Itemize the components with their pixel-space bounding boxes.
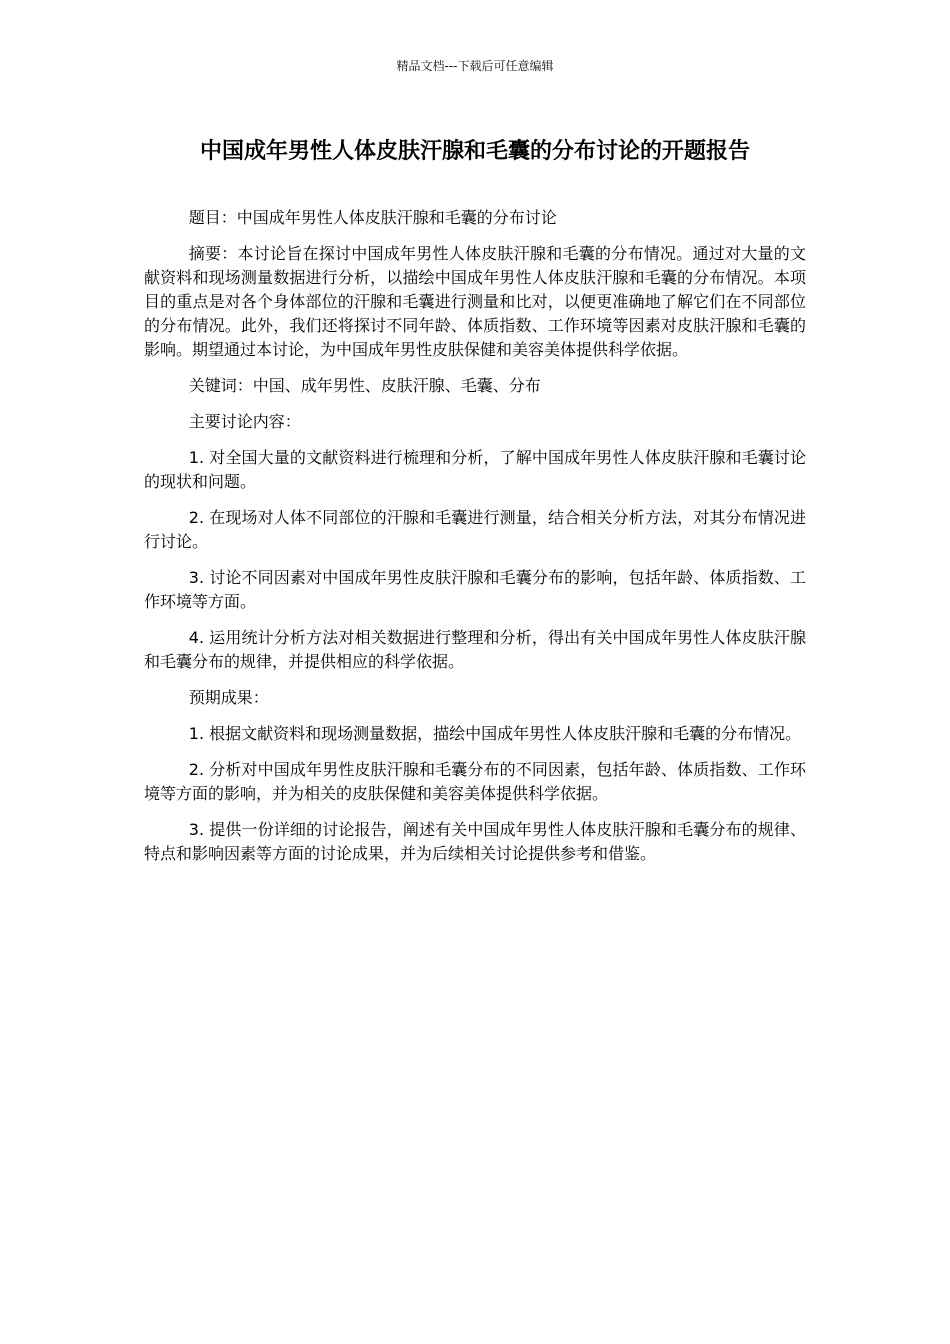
expected-result-item: 2. 分析对中国成年男性皮肤汗腺和毛囊分布的不同因素，包括年龄、体质指数、工作环境等方面的影响，并为相关的皮肤保健和美容美体提供科学依据。 bbox=[144, 760, 806, 803]
document-body bbox=[144, 206, 806, 878]
main-content-item: 4. 运用统计分析方法对相关数据进行整理和分析，得出有关中国成年男性人体皮肤汗腺和毛囊分布的规律，并提供相应的科学依据。 bbox=[144, 628, 806, 671]
expected-results-heading: 预期成果： bbox=[188, 688, 269, 707]
main-content-item: 2. 在现场对人体不同部位的汗腺和毛囊进行测量，结合相关分析方法，对其分布情况进行讨论。 bbox=[144, 508, 806, 551]
main-content-heading: 主要讨论内容： bbox=[188, 412, 301, 431]
expected-result-item: 3. 提供一份详细的讨论报告，阐述有关中国成年男性人体皮肤汗腺和毛囊分布的规律、特点和影响因素等方面的讨论成果，并为后续相关讨论提供参考和借鉴。 bbox=[144, 820, 806, 863]
topic-paragraph: 题目：中国成年男性人体皮肤汗腺和毛囊的分布讨论 bbox=[188, 208, 557, 227]
document-title: 中国成年男性人体皮肤汗腺和毛囊的分布讨论的开题报告 bbox=[199, 139, 750, 164]
abstract-paragraph: 摘要：本讨论旨在探讨中国成年男性人体皮肤汗腺和毛囊的分布情况。通过对大量的文献资料和现场测量数据进行分析，以描绘中国成年男性人体皮肤汗腺和毛囊的分布情况。本项目的重点是对各个身体部位的汗腺和毛囊进行测量和比对，以便更准确地了解它们在不同部位的分布情况。此外，我们还将探讨不同年龄、体质指数、工作环境等因素对皮肤汗腺和毛囊的影响。期望通过本讨论，为中国成年男性皮肤保健和美容美体提供科学依据。 bbox=[144, 244, 806, 359]
expected-result-item: 1. 根据文献资料和现场测量数据，描绘中国成年男性人体皮肤汗腺和毛囊的分布情况。 bbox=[188, 724, 802, 743]
main-content-item: 1. 对全国大量的文献资料进行梳理和分析，了解中国成年男性人体皮肤汗腺和毛囊讨论的现状和问题。 bbox=[144, 448, 806, 491]
keywords-paragraph: 关键词：中国、成年男性、皮肤汗腺、毛囊、分布 bbox=[188, 376, 541, 395]
main-content-item: 3. 讨论不同因素对中国成年男性皮肤汗腺和毛囊分布的影响，包括年龄、体质指数、工作环境等方面。 bbox=[144, 568, 806, 611]
header-note: 精品文档---下载后可任意编辑 bbox=[396, 59, 554, 73]
